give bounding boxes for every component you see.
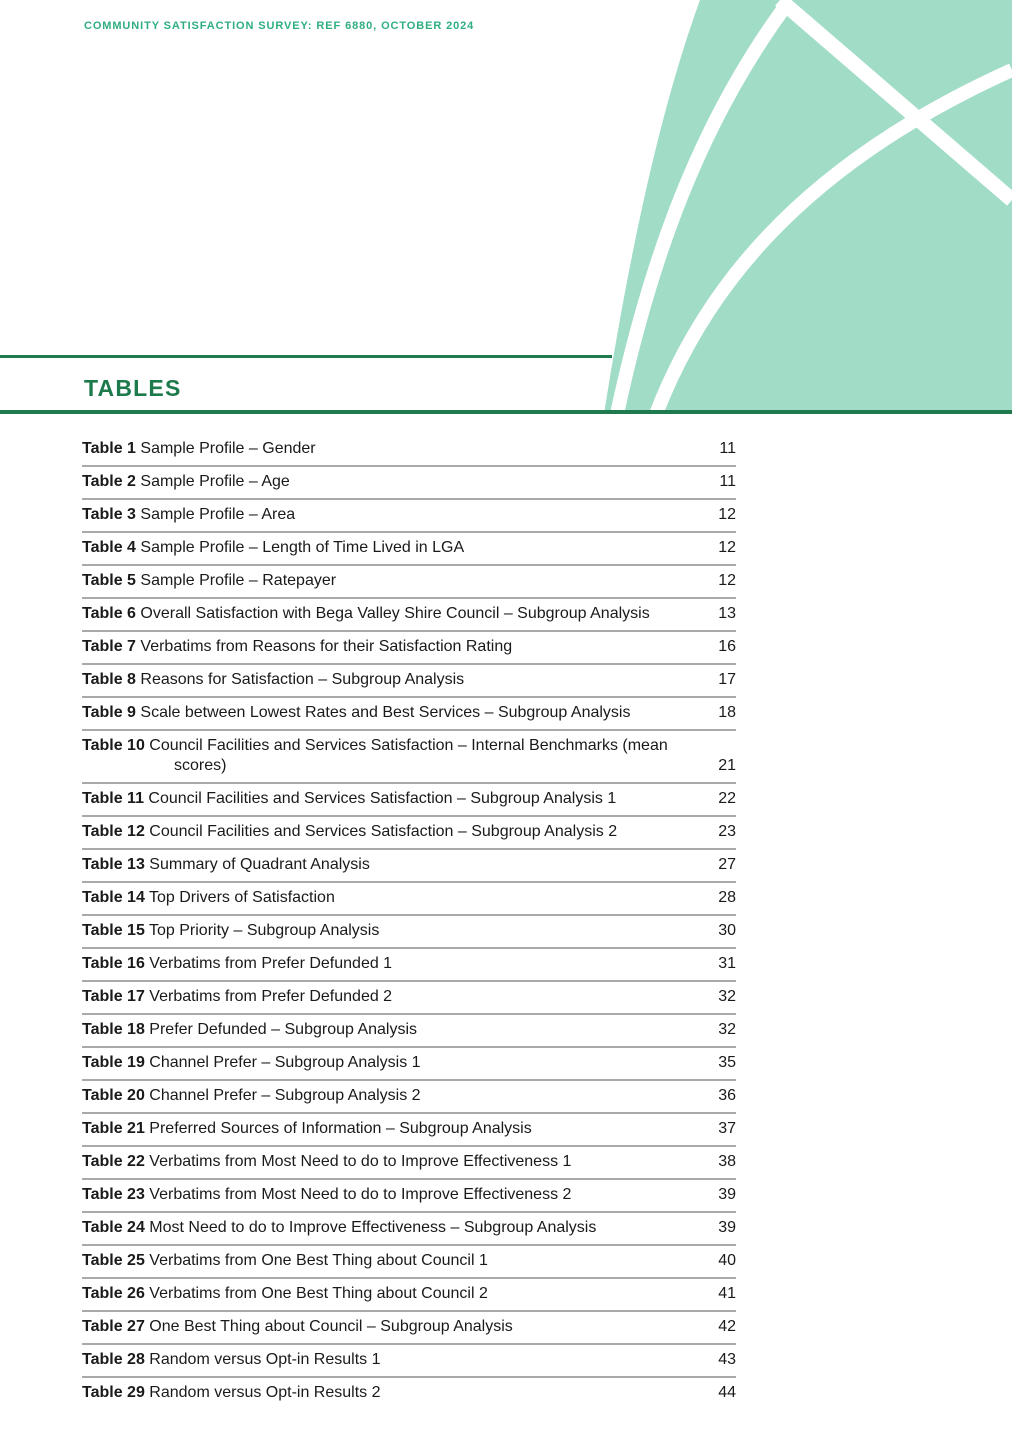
toc-entry[interactable] [82,1345,736,1378]
toc-entry-label: Table 17 [82,988,145,1005]
toc-entry-page-number: 18 [718,704,736,721]
toc-entry[interactable] [82,731,736,784]
toc-entry-page-number: 11 [719,473,736,490]
toc-entry-text [82,1053,706,1073]
toc-entry-page-number: 28 [718,889,736,906]
toc-entry-title: Reasons for Satisfaction – Subgroup Analysis [140,671,465,688]
toc-entry-label: Table 14 [82,889,145,906]
toc-entry-label: Table 28 [82,1351,145,1368]
toc-entry-page-number: 23 [718,823,736,840]
toc-entry-title: Channel Prefer – Subgroup Analysis 2 [149,1087,421,1104]
toc-entry-title: Council Facilities and Services Satisfaction – Subgroup Analysis 2 [149,823,618,840]
toc-entry-title: Verbatims from Most Need to do to Improve Effectiveness 1 [149,1153,572,1170]
toc-entry-text [82,1251,706,1271]
toc-entry-text [82,604,706,624]
toc-entry-page-number: 39 [718,1186,736,1203]
toc-entry-label: Table 20 [82,1087,145,1104]
toc-entry-title: Random versus Opt-in Results 2 [149,1384,381,1401]
toc-entry-page-number: 35 [718,1054,736,1071]
toc-entry-label: Table 15 [82,922,145,939]
toc-entry-page-number: 32 [718,988,736,1005]
toc-entry-label: Table 13 [82,856,145,873]
toc-entry-text [82,1020,706,1040]
toc-entry-text [82,888,706,908]
toc-entry-title: Preferred Sources of Information – Subgroup Analysis [149,1120,532,1137]
toc-entry[interactable] [82,817,736,850]
toc-entry-page-number: 22 [718,790,736,807]
toc-entry-page-number: 11 [719,440,736,457]
toc-entry-title: Channel Prefer – Subgroup Analysis 1 [149,1054,421,1071]
toc-entry-title: Scale between Lowest Rates and Best Services – Subgroup Analysis [140,704,631,721]
toc-entry-label: Table 27 [82,1318,145,1335]
toc-entry[interactable] [82,533,736,566]
toc-entry-title: Most Need to do to Improve Effectiveness – Subgroup Analysis [149,1219,597,1236]
toc-entry-page-number: 32 [718,1021,736,1038]
toc-entry-title: Top Priority – Subgroup Analysis [149,922,380,939]
toc-entry[interactable] [82,1312,736,1345]
toc-entry-text [82,439,706,459]
toc-entry-text [82,1350,706,1370]
toc-entry[interactable] [82,1213,736,1246]
toc-entry-title: Council Facilities and Services Satisfaction – Subgroup Analysis 1 [148,790,617,807]
toc-entry[interactable] [82,665,736,698]
toc-entry[interactable] [82,1081,736,1114]
toc-entry-text [82,822,706,842]
toc-entry-page-number: 30 [718,922,736,939]
toc-entry-text [82,1383,706,1403]
toc-entry-text [82,1185,706,1205]
toc-entry-page-number: 12 [718,539,736,556]
toc-entry-text [82,538,706,558]
toc-entry-page-number: 27 [718,856,736,873]
toc-entry-label: Table 8 [82,671,136,688]
toc-entry-label: Table 19 [82,1054,145,1071]
toc-entry-label: Table 11 [82,790,144,807]
toc-entry-title: Verbatims from Prefer Defunded 1 [149,955,393,972]
toc-entry[interactable] [82,784,736,817]
toc-entry-label: Table 1 [82,440,136,457]
toc-entry[interactable] [82,632,736,665]
toc-entry[interactable] [82,500,736,533]
toc-entry-text [82,571,706,591]
toc-entry[interactable] [82,599,736,632]
toc-entry[interactable] [82,1147,736,1180]
toc-entry[interactable] [82,982,736,1015]
toc-entry[interactable] [82,434,736,467]
toc-entry-title: Verbatims from Most Need to do to Improve Effectiveness 2 [149,1186,572,1203]
toc-entry-title: Sample Profile – Age [140,473,290,490]
toc-entry[interactable] [82,949,736,982]
toc-entry-page-number: 38 [718,1153,736,1170]
toc-entry-page-number: 17 [718,671,736,688]
toc-entry-page-number: 40 [718,1252,736,1269]
toc-entry-page-number: 41 [718,1285,736,1302]
toc-entry-page-number: 44 [718,1384,736,1401]
toc-entry-label: Table 5 [82,572,136,589]
toc-entry[interactable] [82,1378,736,1409]
toc-entry-text [82,789,706,809]
toc-entry-text [82,1218,706,1238]
toc-entry-title: Summary of Quadrant Analysis [149,856,370,873]
toc-entry-page-number: 39 [718,1219,736,1236]
toc-entry-label: Table 3 [82,506,136,523]
toc-entry-title: Verbatims from Reasons for their Satisfaction Rating [140,638,513,655]
toc-entry-label: Table 18 [82,1021,145,1038]
toc-entry-page-number: 42 [718,1318,736,1335]
running-header: COMMUNITY SATISFACTION SURVEY: REF 6880, OCTOBER 2024 [84,20,475,32]
toc-entry[interactable] [82,1180,736,1213]
toc-entry-text [82,472,706,492]
toc-entry-label: Table 22 [82,1153,145,1170]
toc-entry-text [82,703,706,723]
toc-entry-title: Verbatims from Prefer Defunded 2 [149,988,393,1005]
toc-entry-page-number: 31 [718,955,736,972]
decorative-corner-graphic [0,0,1012,414]
toc-entry[interactable] [82,883,736,916]
toc-entry-label: Table 23 [82,1186,145,1203]
toc-entry-title: One Best Thing about Council – Subgroup Analysis [149,1318,513,1335]
toc-entry-label: Table 2 [82,473,136,490]
toc-entry[interactable] [82,916,736,949]
toc-entry-title: Prefer Defunded – Subgroup Analysis [149,1021,418,1038]
toc-entry-page-number: 37 [718,1120,736,1137]
toc-entry-label: Table 10 [82,737,145,754]
toc-entry[interactable] [82,1048,736,1081]
toc-entry[interactable] [82,1114,736,1147]
section-title: TABLES [84,375,182,401]
toc-entry-text [82,1284,706,1304]
toc-entry-title: Council Facilities and Services Satisfaction – Internal Benchmarks (mean scores) [149,737,668,774]
toc-entry-label: Table 25 [82,1252,145,1269]
toc-entry-text [82,736,706,776]
toc-entry-page-number: 16 [718,638,736,655]
toc-entry-text [82,505,706,525]
toc-entry[interactable] [82,467,736,500]
toc-entry-label: Table 21 [82,1120,145,1137]
toc-entry-text [82,1086,706,1106]
toc-entry[interactable] [82,1015,736,1048]
toc-entry-label: Table 26 [82,1285,145,1302]
toc-entry-title: Sample Profile – Gender [140,440,316,457]
toc-entry-text [82,921,706,941]
toc-entry-label: Table 24 [82,1219,145,1236]
toc-entry-label: Table 29 [82,1384,145,1401]
toc-entry-page-number: 12 [718,506,736,523]
toc-entry[interactable] [82,850,736,883]
toc-entry-title: Sample Profile – Length of Time Lived in LGA [140,539,465,556]
toc-entry-title: Sample Profile – Area [140,506,296,523]
toc-entry-title: Random versus Opt-in Results 1 [149,1351,381,1368]
toc-entry-page-number: 36 [718,1087,736,1104]
toc-entry-text [82,637,706,657]
toc-entry-title: Verbatims from One Best Thing about Council 2 [149,1285,488,1302]
toc-entry-page-number: 13 [718,605,736,622]
toc-entry-text [82,987,706,1007]
toc-entry-text [82,855,706,875]
toc-entry-title: Sample Profile – Ratepayer [140,572,337,589]
toc-entry-label: Table 12 [82,823,145,840]
toc-entry-title: Overall Satisfaction with Bega Valley Shire Council – Subgroup Analysis [140,605,650,622]
toc-entry-text [82,1152,706,1172]
toc-entry-title: Top Drivers of Satisfaction [149,889,335,906]
toc-entry[interactable] [82,1279,736,1312]
toc-entry-text [82,670,706,690]
title-top-rule [0,355,612,358]
toc-entry-page-number: 21 [718,757,736,774]
toc-entry[interactable] [82,1246,736,1279]
toc-entry-label: Table 7 [82,638,136,655]
toc-entry[interactable] [82,566,736,599]
title-bottom-rule [0,410,1012,414]
toc-entry[interactable] [82,698,736,731]
toc-entry-text [82,1119,706,1139]
toc-entry-title: Verbatims from One Best Thing about Council 1 [149,1252,488,1269]
table-of-tables [82,434,736,1409]
toc-entry-text [82,954,706,974]
toc-entry-text [82,1317,706,1337]
toc-entry-label: Table 4 [82,539,136,556]
toc-entry-page-number: 43 [718,1351,736,1368]
toc-entry-label: Table 6 [82,605,136,622]
toc-entry-label: Table 9 [82,704,136,721]
toc-entry-label: Table 16 [82,955,145,972]
toc-entry-page-number: 12 [718,572,736,589]
